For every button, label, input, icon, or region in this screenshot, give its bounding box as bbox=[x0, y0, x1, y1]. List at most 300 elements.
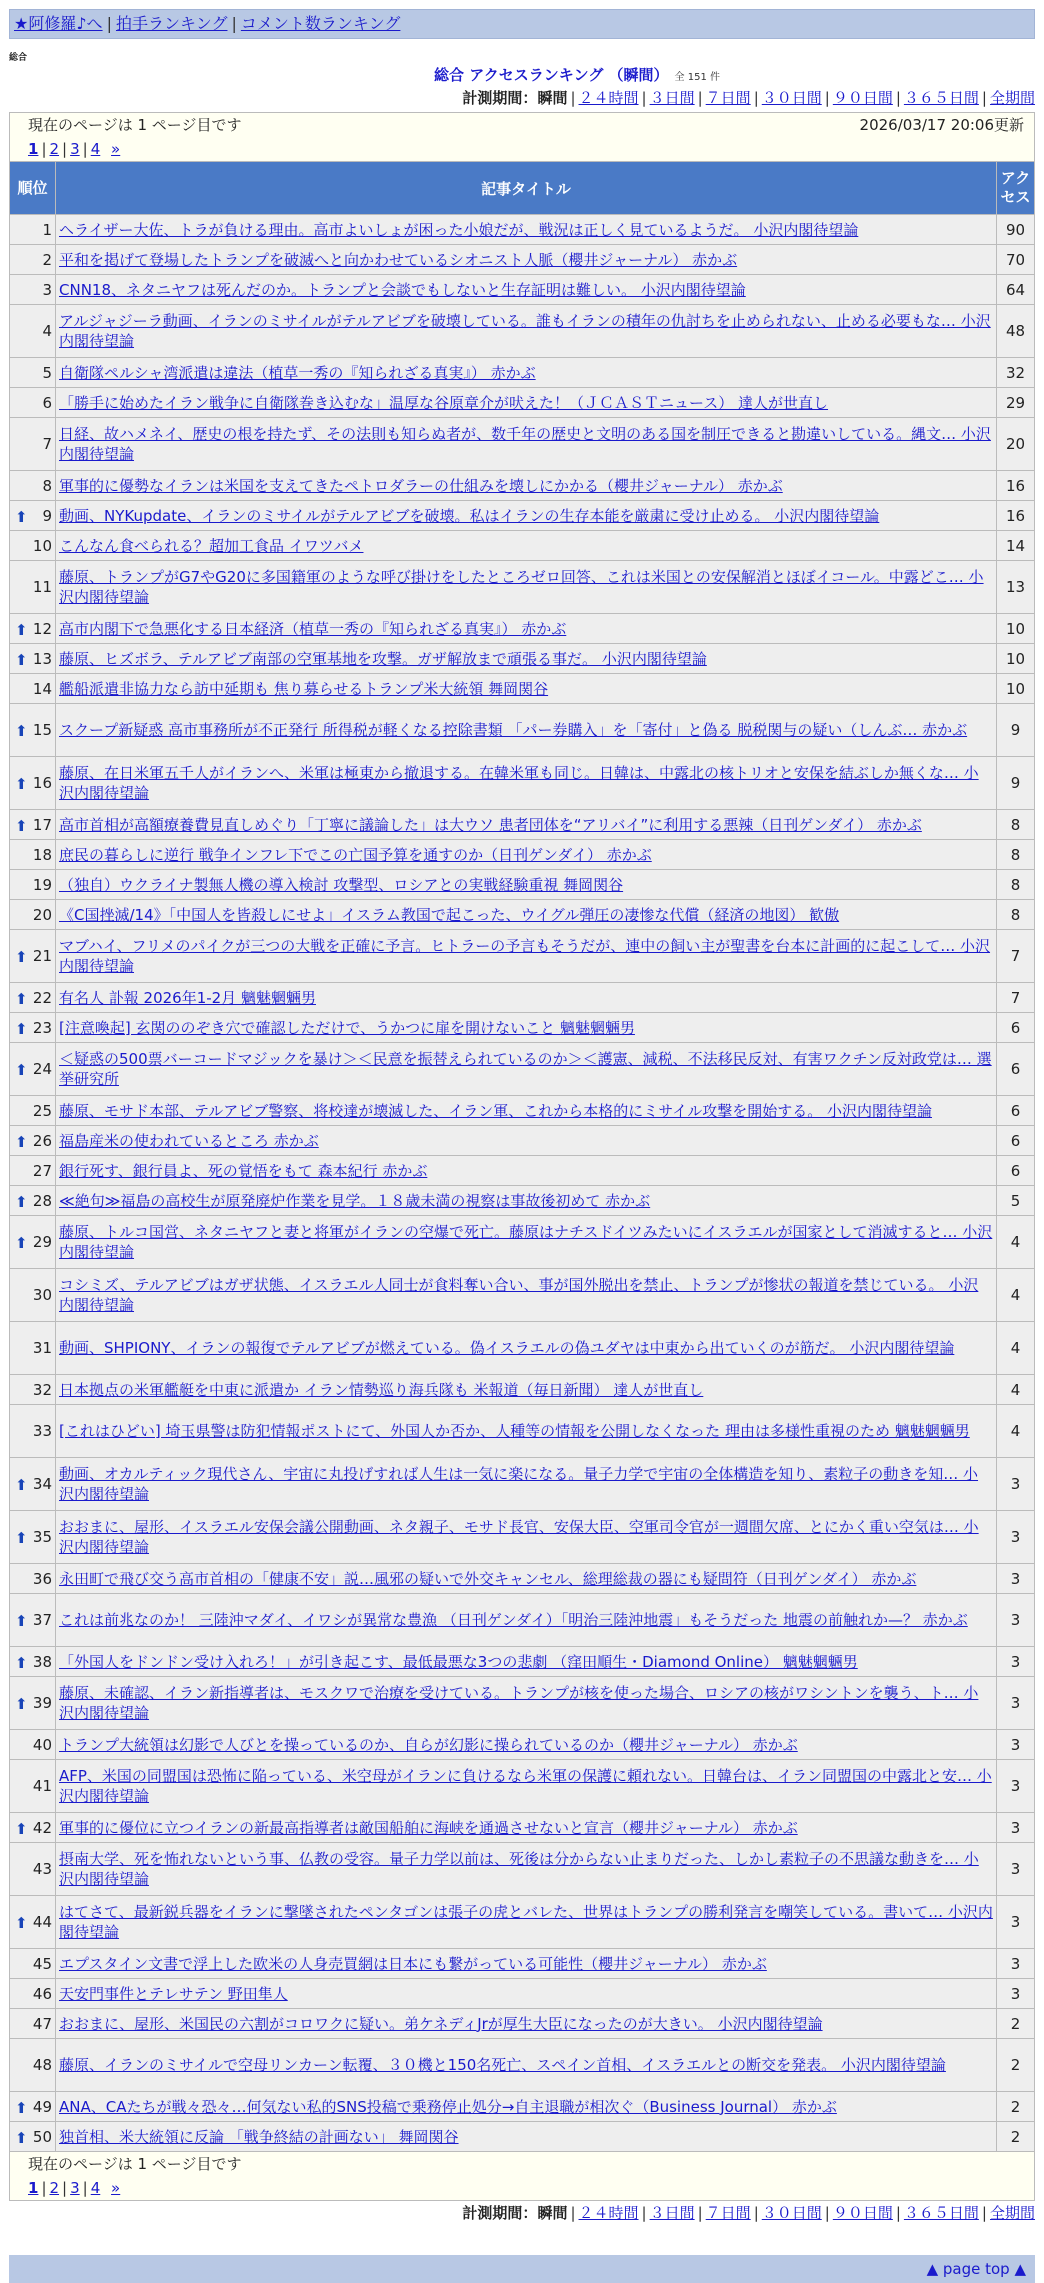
access-count: 7 bbox=[997, 930, 1035, 983]
rank-cell bbox=[10, 1405, 56, 1458]
access-count: 10 bbox=[997, 644, 1035, 674]
rank-cell bbox=[10, 1156, 56, 1186]
arrow-up-icon: ⬆ bbox=[15, 1612, 28, 1630]
current-page-text: 現在のページは 1 ページ目です bbox=[28, 2155, 242, 2173]
rank-header: 順位 bbox=[10, 162, 56, 215]
period-label: 計測期間： bbox=[462, 2204, 538, 2222]
rank-cell bbox=[10, 2122, 56, 2152]
page-link[interactable]: 3 bbox=[70, 2179, 80, 2197]
period-separator: | bbox=[981, 2204, 987, 2222]
access-count: 48 bbox=[997, 305, 1035, 358]
next-page-link[interactable]: » bbox=[111, 140, 121, 158]
title-cell bbox=[56, 870, 997, 900]
rank-number: 4 bbox=[42, 322, 52, 340]
page-title: 総合 アクセスランキング （瞬間） bbox=[434, 66, 669, 84]
rank-cell bbox=[10, 2009, 56, 2039]
arrow-up-icon: ⬆ bbox=[15, 2098, 28, 2117]
rank-cell bbox=[10, 305, 56, 358]
access-count: 70 bbox=[997, 245, 1035, 275]
rank-cell bbox=[10, 1269, 56, 1322]
rank-number: 50 bbox=[32, 2127, 52, 2146]
rank-cell bbox=[10, 1813, 56, 1843]
period-option-link[interactable]: ９０日間 bbox=[832, 2204, 893, 2222]
article-link[interactable]: 日本拠点の米軍艦艇を中東に派遣か イラン情勢巡り海兵隊も 米報道（毎日新聞） 達人が世直し bbox=[59, 1380, 704, 1399]
rank-cell bbox=[10, 215, 56, 245]
arrow-up-icon: ⬆ bbox=[15, 722, 28, 740]
article-link[interactable]: 藤原、モサド本部、テルアビブ警察、将校達が壊滅した、イラン軍、これから本格的にミサイル攻撃を開始する。 小沢内閣待望論 bbox=[59, 1101, 932, 1120]
article-link[interactable]: 艦船派遣非協力なら訪中延期も 焦り募らせるトランプ米大統領 舞岡関谷 bbox=[59, 679, 549, 698]
access-count: 3 bbox=[997, 1647, 1035, 1677]
article-link[interactable]: 高市首相が高額療養費見直しめぐり「丁寧に議論した」は大ウソ 患者団体を“アリバイ”に利用する悪辣（日刊ゲンダイ） 赤かぶ bbox=[59, 815, 922, 834]
period-option-link[interactable]: ３日間 bbox=[649, 2204, 695, 2222]
table-row bbox=[10, 674, 1035, 704]
access-count: 2 bbox=[997, 2092, 1035, 2122]
total-count: 全 151 件 bbox=[674, 72, 720, 83]
table-row bbox=[10, 245, 1035, 275]
table-row bbox=[10, 561, 1035, 614]
period-label: 計測期間： bbox=[462, 89, 538, 107]
page-separator: | bbox=[62, 140, 68, 158]
page-link[interactable]: 2 bbox=[49, 2179, 60, 2197]
rank-number: 15 bbox=[32, 721, 52, 739]
rank-number: 38 bbox=[32, 1652, 52, 1671]
table-row bbox=[10, 1949, 1035, 1979]
page-heading bbox=[110, 64, 1044, 86]
rank-cell bbox=[10, 275, 56, 305]
access-count: 3 bbox=[997, 1594, 1035, 1647]
article-link[interactable]: ANA、CAたちが戦々恐々…何気ない私的SNS投稿で乗務停止処分→自主退職が相次ぐ（Business Journal） 赤かぶ bbox=[59, 2097, 837, 2116]
title-cell bbox=[56, 2009, 997, 2039]
arrow-up-icon: ⬆ bbox=[15, 1476, 28, 1494]
article-link[interactable]: コシミズ、テルアビブはガザ状態、イスラエル人同士が食料奪い合い、事が国外脱出を禁止、トランプが惨状の報道を禁じている。 小沢内閣待望論 bbox=[59, 1276, 979, 1314]
page-separator: | bbox=[41, 2179, 47, 2197]
article-link[interactable]: スクープ新疑惑 高市事務所が不正発行 所得税が軽くなる控除書類 「パー券購入」を「寄付」と偽る 脱税関与の疑い（しんぶ… 赤かぶ bbox=[59, 721, 968, 739]
article-link[interactable]: 軍事的に優勢なイランは米国を支えてきたペトロダラーの仕組みを壊しにかかる（櫻井ジャーナル） 赤かぶ bbox=[59, 476, 783, 495]
arrow-up-icon: ⬆ bbox=[15, 1653, 28, 1672]
period-separator: | bbox=[824, 2204, 830, 2222]
title-cell bbox=[56, 614, 997, 644]
access-header: アクセス bbox=[997, 162, 1035, 215]
rank-cell bbox=[10, 1760, 56, 1813]
page-separator: | bbox=[82, 2179, 88, 2197]
access-count: 20 bbox=[997, 418, 1035, 471]
arrow-up-icon: ⬆ bbox=[15, 1019, 28, 1038]
current-page-text: 現在のページは 1 ページ目です bbox=[28, 116, 242, 134]
footer-bar bbox=[9, 2255, 1035, 2283]
rank-number: 7 bbox=[42, 435, 52, 453]
rank-number: 37 bbox=[32, 1611, 52, 1629]
nav-separator: | bbox=[106, 14, 112, 33]
access-count: 6 bbox=[997, 1013, 1035, 1043]
page-spacer bbox=[103, 2179, 108, 2197]
table-row bbox=[10, 1375, 1035, 1405]
rank-number: 21 bbox=[32, 947, 52, 965]
rank-number: 43 bbox=[32, 1860, 52, 1878]
article-link[interactable]: マブハイ、フリメのパイクが三つの大戦を正確に予言。ヒトラーの予言もそうだが、連中の飼い主が聖書を台本に計画的に起こして… 小沢内閣待望論 bbox=[59, 937, 991, 975]
top-nav-bar bbox=[9, 9, 1035, 39]
article-link[interactable]: エプスタイン文書で浮上した欧米の人身売買網は日本にも繋がっている可能性（櫻井ジャーナル） 赤かぶ bbox=[59, 1954, 767, 1973]
access-count: 8 bbox=[997, 810, 1035, 840]
access-count: 29 bbox=[997, 388, 1035, 418]
table-row bbox=[10, 1322, 1035, 1375]
period-separator: | bbox=[753, 89, 759, 107]
title-cell bbox=[56, 2039, 997, 2092]
article-link[interactable]: 自衛隊ペルシャ湾派遣は違法（植草一秀の『知られざる真実』） 赤かぶ bbox=[59, 363, 536, 382]
page-link-current[interactable]: 1 bbox=[28, 140, 39, 158]
table-row bbox=[10, 1511, 1035, 1564]
title-cell bbox=[56, 644, 997, 674]
rank-number: 3 bbox=[42, 280, 52, 299]
table-row bbox=[10, 900, 1035, 930]
article-link[interactable]: 藤原、ヒズボラ、テルアビブ南部の空軍基地を攻撃。ガザ解放まで頑張る事だ。 小沢内閣待望論 bbox=[59, 649, 707, 668]
access-count: 5 bbox=[997, 1186, 1035, 1216]
period-separator: | bbox=[697, 89, 703, 107]
article-link[interactable]: 永田町で飛び交う高市首相の「健康不安」説…風邪の疑いで外交キャンセル、総理総裁の器にも疑問符（日刊ゲンダイ） 赤かぶ bbox=[59, 1569, 917, 1588]
title-cell bbox=[56, 215, 997, 245]
article-link[interactable]: 天安門事件とテレサテン 野田隼人 bbox=[59, 1984, 288, 2003]
rank-number: 2 bbox=[42, 250, 52, 269]
period-option-link[interactable]: 全期間 bbox=[989, 89, 1035, 107]
rank-cell bbox=[10, 704, 56, 757]
table-row bbox=[10, 418, 1035, 471]
article-link[interactable]: 平和を掲げて登場したトランプを破滅へと向かわせているシオニスト人脈（櫻井ジャーナル） 赤かぶ bbox=[59, 250, 738, 269]
period-option-link[interactable]: ３６５日間 bbox=[903, 2204, 979, 2222]
access-count: 3 bbox=[997, 1677, 1035, 1730]
title-cell bbox=[56, 1013, 997, 1043]
period-option-link[interactable]: ３６５日間 bbox=[903, 89, 979, 107]
article-link[interactable]: 動画、SHPIONY、イランの報復でテルアビブが燃えている。偽イスラエルの偽ユダヤは中東から出ていくのが筋だ。 小沢内閣待望論 bbox=[59, 1339, 955, 1357]
rank-number: 13 bbox=[32, 649, 52, 668]
clap-ranking-link[interactable]: 拍手ランキング bbox=[115, 14, 228, 33]
access-count: 4 bbox=[997, 1322, 1035, 1375]
rank-number: 1 bbox=[42, 220, 52, 239]
title-cell bbox=[56, 1949, 997, 1979]
article-link[interactable]: 独首相、米大統領に反論 「戦争終結の計画ない」 舞岡関谷 bbox=[59, 2127, 459, 2146]
table-row bbox=[10, 1564, 1035, 1594]
article-link[interactable]: [これはひどい] 埼玉県警は防犯情報ポストにて、外国人か否か、人種等の情報を公開しなくなった 理由は多様性重視のため 魑魅魍魎男 bbox=[59, 1422, 970, 1440]
title-cell bbox=[56, 501, 997, 531]
period-option-link[interactable]: ９０日間 bbox=[832, 89, 893, 107]
period-option-link[interactable]: ３０日間 bbox=[761, 2204, 822, 2222]
rank-cell bbox=[10, 1186, 56, 1216]
rank-number: 40 bbox=[32, 1735, 52, 1754]
period-separator: | bbox=[895, 2204, 901, 2222]
access-count: 2 bbox=[997, 2122, 1035, 2152]
access-count: 3 bbox=[997, 1813, 1035, 1843]
access-count: 13 bbox=[997, 561, 1035, 614]
title-cell bbox=[56, 1043, 997, 1096]
rank-number: 36 bbox=[32, 1569, 52, 1588]
rank-cell bbox=[10, 245, 56, 275]
table-row bbox=[10, 704, 1035, 757]
access-count: 10 bbox=[997, 674, 1035, 704]
article-link[interactable]: 日経、故ハメネイ、歴史の根を持たず、その法則も知らぬ者が、数千年の歴史と文明のある国を制圧できると勘違いしている。縄文… 小沢内閣待望論 bbox=[59, 425, 991, 463]
arrow-up-icon: ⬆ bbox=[15, 507, 28, 526]
arrow-up-icon: ⬆ bbox=[15, 948, 28, 966]
rank-number: 28 bbox=[32, 1191, 52, 1210]
rank-cell bbox=[10, 757, 56, 810]
access-count: 8 bbox=[997, 840, 1035, 870]
article-link[interactable]: 高市内閣下で急悪化する日本経済（植草一秀の『知られざる真実』） 赤かぶ bbox=[59, 619, 567, 638]
article-link[interactable]: こんなん食べられる？超加工食品 イワツバメ bbox=[59, 536, 364, 555]
article-link[interactable]: （独自）ウクライナ製無人機の導入検討 攻撃型、ロシアとの実戦経験重視 舞岡関谷 bbox=[59, 875, 624, 894]
rank-cell bbox=[10, 1564, 56, 1594]
category-label: 総合 bbox=[9, 53, 28, 63]
table-row bbox=[10, 1458, 1035, 1511]
table-row bbox=[10, 1896, 1035, 1949]
title-cell bbox=[56, 1813, 997, 1843]
table-row bbox=[10, 644, 1035, 674]
rank-cell bbox=[10, 418, 56, 471]
article-link[interactable]: 《C国挫滅/14》「中国人を皆殺しにせよ」イスラム教国で起こった、ウイグル弾圧の凄惨な代償（経済の地図） 歓傲 bbox=[59, 905, 840, 924]
title-cell bbox=[56, 275, 997, 305]
article-link[interactable]: おおまに、屋形、米国民の六割がコロワクに疑い。弟ケネディJrが厚生大臣になったのが大きい。 小沢内閣待望論 bbox=[59, 2014, 823, 2033]
table-row bbox=[10, 757, 1035, 810]
rank-number: 16 bbox=[32, 774, 52, 792]
rank-number: 20 bbox=[32, 905, 52, 924]
article-link[interactable]: 動画、NYKupdate、イランのミサイルがテルアビブを破壊。私はイランの生存本能を厳粛に受け止める。 小沢内閣待望論 bbox=[59, 506, 880, 525]
rank-cell bbox=[10, 358, 56, 388]
title-cell bbox=[56, 1594, 997, 1647]
access-count: 9 bbox=[997, 704, 1035, 757]
page-link[interactable]: 2 bbox=[49, 140, 60, 158]
table-row bbox=[10, 358, 1035, 388]
access-count: 10 bbox=[997, 614, 1035, 644]
arrow-up-icon: ⬆ bbox=[15, 1132, 28, 1151]
access-count: 16 bbox=[997, 501, 1035, 531]
table-row bbox=[10, 531, 1035, 561]
access-count: 9 bbox=[997, 757, 1035, 810]
table-row bbox=[10, 2122, 1035, 2152]
article-link[interactable]: 藤原、未確認、イラン新指導者は、モスクワで治療を受けている。トランプが核を使った場合、ロシアの核がワシントンを襲う、ト… 小沢内閣待望論 bbox=[59, 1684, 979, 1722]
rank-cell bbox=[10, 531, 56, 561]
article-link[interactable]: おおまに、屋形、イスラエル安保会議公開動画、ネタ親子、モサド長官、安保大臣、空軍司令官が一週間欠席、とにかく重い空気は… 小沢内閣待望論 bbox=[59, 1518, 979, 1556]
access-count: 3 bbox=[997, 1949, 1035, 1979]
access-count: 32 bbox=[997, 358, 1035, 388]
rank-cell bbox=[10, 1979, 56, 2009]
title-cell bbox=[56, 1760, 997, 1813]
rank-cell bbox=[10, 644, 56, 674]
period-option-link[interactable]: ３日間 bbox=[649, 89, 695, 107]
article-link[interactable]: ＜疑惑の500票バーコードマジックを暴け＞＜民意を振替えられているのか＞＜護憲、減税、不法移民反対、有害ワクチン反対政党は… 選挙研究所 bbox=[59, 1050, 992, 1088]
article-link[interactable]: 藤原、在日米軍五千人がイランへ、米軍は極東から撤退する。在韓米軍も同じ。日韓は、中露北の核トリオと安保を結ぶしか無くな… 小沢内閣待望論 bbox=[59, 764, 979, 802]
rank-number: 30 bbox=[32, 1286, 52, 1304]
arrow-up-icon: ⬆ bbox=[15, 2128, 28, 2147]
rank-number: 42 bbox=[32, 1818, 52, 1837]
article-link[interactable]: 「勝手に始めたイラン戦争に自衛隊巻き込むな」温厚な谷原章介が吠えた！（ＪＣＡＳＴニュース） 達人が世直し bbox=[59, 393, 829, 412]
rank-number: 23 bbox=[32, 1018, 52, 1037]
next-page-link[interactable]: » bbox=[111, 2179, 121, 2197]
article-link[interactable]: 福島産米の使われているところ 赤かぶ bbox=[59, 1131, 319, 1150]
rank-cell bbox=[10, 1511, 56, 1564]
rank-cell bbox=[10, 1647, 56, 1677]
article-link[interactable]: トランプ大統領は幻影で人びとを操っているのか、自らが幻影に操られているのか（櫻井ジャーナル） 赤かぶ bbox=[59, 1735, 798, 1754]
nav-separator: | bbox=[231, 14, 237, 33]
rank-number: 9 bbox=[42, 506, 52, 525]
table-row bbox=[10, 614, 1035, 644]
access-count: 3 bbox=[997, 1730, 1035, 1760]
rank-cell bbox=[10, 900, 56, 930]
table-row bbox=[10, 1186, 1035, 1216]
article-link[interactable]: ≪絶句≫福島の高校生が原発廃炉作業を見学。１８歳未満の視察は事故後初めて 赤かぶ bbox=[59, 1191, 651, 1210]
title-cell bbox=[56, 1458, 997, 1511]
access-count: 3 bbox=[997, 1896, 1035, 1949]
access-count: 3 bbox=[997, 1564, 1035, 1594]
comment-ranking-link[interactable]: コメント数ランキング bbox=[240, 14, 401, 33]
rank-cell bbox=[10, 1013, 56, 1043]
rank-number: 25 bbox=[32, 1101, 52, 1120]
updated-time: 2026/03/17 20:06更新 bbox=[859, 116, 1024, 134]
article-link[interactable]: 動画、オカルティック現代さん、宇宙に丸投げすれば人生は一気に楽になる。量子力学で宇宙の全体構造を知り、素粒子の動きを知… 小沢内閣待望論 bbox=[59, 1465, 979, 1503]
period-option-link[interactable]: 全期間 bbox=[989, 2204, 1035, 2222]
title-cell bbox=[56, 1269, 997, 1322]
period-option-link[interactable]: ３０日間 bbox=[761, 89, 822, 107]
pager-top bbox=[10, 113, 1035, 162]
title-cell bbox=[56, 810, 997, 840]
table-row bbox=[10, 1043, 1035, 1096]
title-cell bbox=[56, 358, 997, 388]
rank-number: 44 bbox=[32, 1913, 52, 1931]
arrow-up-icon: ⬆ bbox=[15, 989, 28, 1008]
access-count: 64 bbox=[997, 275, 1035, 305]
access-count: 4 bbox=[997, 1269, 1035, 1322]
access-count: 2 bbox=[997, 2039, 1035, 2092]
pager-status bbox=[20, 113, 1024, 137]
title-cell bbox=[56, 1730, 997, 1760]
title-cell bbox=[56, 1322, 997, 1375]
page-separator: | bbox=[82, 140, 88, 158]
period-option-link[interactable]: ７日間 bbox=[705, 89, 751, 107]
access-count: 3 bbox=[997, 1979, 1035, 2009]
article-link[interactable]: 藤原、トルコ国営、ネタニヤフと妻と将軍がイランの空爆で死亡。藤原はナチスドイツみたいにイスラエルが国家として消滅すると… 小沢内閣待望論 bbox=[59, 1223, 993, 1261]
period-separator: | bbox=[697, 2204, 703, 2222]
arrow-up-icon: ⬆ bbox=[15, 1061, 28, 1079]
article-link[interactable]: アルジャジーラ動画、イランのミサイルがテルアビブを破壊している。誰もイランの積年の仇討ちを止められない、止める必要もな… 小沢内閣待望論 bbox=[59, 312, 991, 350]
arrow-up-icon: ⬆ bbox=[15, 1234, 28, 1252]
article-link[interactable]: AFP、米国の同盟国は恐怖に陥っている、米空母がイランに負けるなら米軍の保護に頼れない。日韓台は、イラン同盟国の中露北と安… 小沢内閣待望論 bbox=[59, 1767, 992, 1805]
article-link[interactable]: 藤原、イランのミサイルで空母リンカーン転覆、３０機と150名死亡、スペイン首相、イスラエルとの断交を発表。 小沢内閣待望論 bbox=[59, 2056, 946, 2074]
home-link[interactable]: ★阿修羅♪へ bbox=[14, 14, 103, 33]
rank-number: 49 bbox=[32, 2097, 52, 2116]
access-count: 4 bbox=[997, 1216, 1035, 1269]
rank-cell bbox=[10, 1594, 56, 1647]
pager-status bbox=[20, 2152, 1024, 2176]
article-link[interactable]: はてさて、最新鋭兵器をイランに撃墜されたペンタゴンは張子の虎とバレた、世界はトランプの勝利発言を嘲笑している。書いて… 小沢内閣待望論 bbox=[59, 1903, 993, 1941]
title-header: 記事タイトル bbox=[56, 162, 997, 215]
table-row bbox=[10, 1405, 1035, 1458]
arrow-up-icon: ⬆ bbox=[15, 650, 28, 669]
period-separator: | bbox=[641, 2204, 647, 2222]
rank-cell bbox=[10, 674, 56, 704]
article-link[interactable]: 有名人 訃報 2026年1-2月 魑魅魍魎男 bbox=[59, 988, 316, 1007]
table-row bbox=[10, 275, 1035, 305]
title-cell bbox=[56, 2122, 997, 2152]
title-cell bbox=[56, 1096, 997, 1126]
article-link[interactable]: 庶民の暮らしに逆行 戦争インフレ下でこの亡国予算を通すのか（日刊ゲンダイ） 赤かぶ bbox=[59, 845, 652, 864]
article-link[interactable]: ヘライザー大佐、トラが負ける理由。高市よいしょが困った小娘だが、戦況は正しく見ているようだ。 小沢内閣待望論 bbox=[59, 220, 859, 239]
page-link[interactable]: 4 bbox=[90, 2179, 101, 2197]
table-row bbox=[10, 1730, 1035, 1760]
title-cell bbox=[56, 1186, 997, 1216]
title-cell bbox=[56, 388, 997, 418]
rank-cell bbox=[10, 561, 56, 614]
page-top-link[interactable]: ▲ page top ▲ bbox=[926, 2260, 1026, 2278]
article-link[interactable]: 藤原、トランプがG7やG20に多国籍軍のような呼び掛けをしたところゼロ回答、これは米国との安保解消とほぼイコール。中露どこ… 小沢内閣待望論 bbox=[59, 568, 984, 606]
table-row bbox=[10, 810, 1035, 840]
access-count: 7 bbox=[997, 983, 1035, 1013]
arrow-up-icon: ⬆ bbox=[15, 620, 28, 639]
rank-cell bbox=[10, 1949, 56, 1979]
article-link[interactable]: 「外国人をドンドン受け入れろ！」が引き起こす、最低最悪な3つの悲劇 （窪田順生・Diamond Online） 魑魅魍魎男 bbox=[59, 1652, 858, 1671]
table-row bbox=[10, 1126, 1035, 1156]
table-row bbox=[10, 930, 1035, 983]
table-row bbox=[10, 1843, 1035, 1896]
rank-cell bbox=[10, 1896, 56, 1949]
rank-cell bbox=[10, 471, 56, 501]
title-cell bbox=[56, 757, 997, 810]
ranking-table bbox=[9, 112, 1035, 2201]
rank-number: 32 bbox=[32, 1380, 52, 1399]
table-row bbox=[10, 1979, 1035, 2009]
rank-cell bbox=[10, 810, 56, 840]
article-link[interactable]: [注意喚起] 玄関ののぞき穴で確認しただけで、うかつに扉を開けないこと 魑魅魍魎男 bbox=[59, 1018, 635, 1037]
rank-number: 29 bbox=[32, 1233, 52, 1251]
table-row bbox=[10, 1216, 1035, 1269]
title-cell bbox=[56, 1896, 997, 1949]
title-cell bbox=[56, 531, 997, 561]
rank-number: 35 bbox=[32, 1528, 52, 1546]
page-link[interactable]: 4 bbox=[90, 140, 101, 158]
table-row bbox=[10, 1269, 1035, 1322]
access-count: 16 bbox=[997, 471, 1035, 501]
rank-number: 12 bbox=[32, 619, 52, 638]
title-cell bbox=[56, 1405, 997, 1458]
title-cell bbox=[56, 1843, 997, 1896]
rank-cell bbox=[10, 1043, 56, 1096]
rank-number: 41 bbox=[32, 1777, 52, 1795]
article-link[interactable]: 銀行死す、銀行員よ、死の覚悟をもて 森本紀行 赤かぶ bbox=[59, 1161, 428, 1180]
access-count: 8 bbox=[997, 900, 1035, 930]
article-link[interactable]: 軍事的に優位に立つイランの新最高指導者は敵国船舶に海峡を通過させないと宣言（櫻井ジャーナル） 赤かぶ bbox=[59, 1818, 798, 1837]
page-link-current[interactable]: 1 bbox=[28, 2179, 39, 2197]
arrow-up-icon: ⬆ bbox=[15, 1529, 28, 1547]
table-row bbox=[10, 1813, 1035, 1843]
period-option-link[interactable]: ２４時間 bbox=[578, 89, 639, 107]
title-cell bbox=[56, 930, 997, 983]
access-count: 14 bbox=[997, 531, 1035, 561]
article-link[interactable]: 摂南大学、死を怖れないという事、仏教の受容。量子力学以前は、死後は分からない止まりだった、しかし素粒子の不思議な動きを… 小沢内閣待望論 bbox=[59, 1850, 979, 1888]
table-row bbox=[10, 870, 1035, 900]
period-option-link[interactable]: ７日間 bbox=[705, 2204, 751, 2222]
title-cell bbox=[56, 1156, 997, 1186]
table-header-row bbox=[10, 162, 1035, 215]
title-cell bbox=[56, 840, 997, 870]
article-link[interactable]: CNN18、ネタニヤフは死んだのか。トランプと会談でもしないと生存証明は難しい。 小沢内閣待望論 bbox=[59, 280, 746, 299]
rank-cell bbox=[10, 870, 56, 900]
rank-number: 10 bbox=[32, 536, 52, 555]
access-count: 2 bbox=[997, 2009, 1035, 2039]
period-separator: | bbox=[570, 89, 576, 107]
period-option-link[interactable]: ２４時間 bbox=[578, 2204, 639, 2222]
rank-number: 6 bbox=[42, 393, 52, 412]
rank-number: 31 bbox=[32, 1339, 52, 1357]
table-row bbox=[10, 2039, 1035, 2092]
rank-number: 39 bbox=[32, 1694, 52, 1712]
period-separator: | bbox=[753, 2204, 759, 2222]
rank-cell bbox=[10, 1458, 56, 1511]
page-link[interactable]: 3 bbox=[70, 140, 80, 158]
article-link[interactable]: これは前兆なのか！ 三陸沖マダイ、イワシが異常な豊漁 （日刊ゲンダイ）「明治三陸沖地震」もそうだった 地震の前触れか—？ 赤かぶ bbox=[59, 1611, 968, 1629]
